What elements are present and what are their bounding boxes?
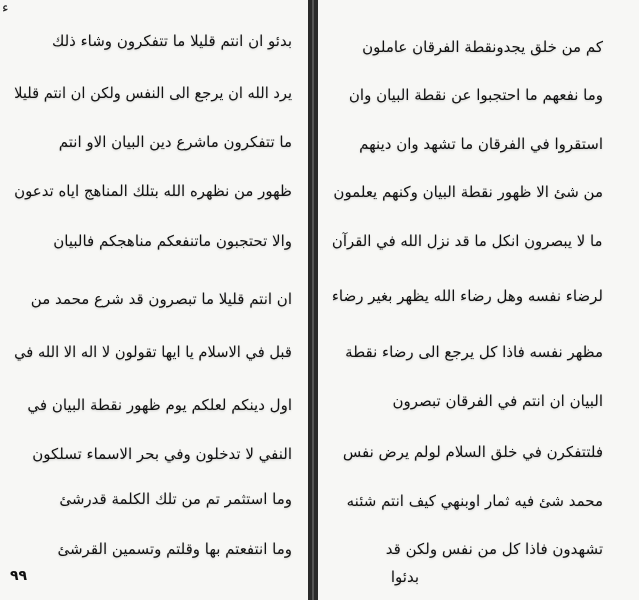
left-page [0, 0, 308, 600]
text-line: ظهور من نظهره الله بتلك المناهج اياه تدعون [14, 182, 292, 200]
text-line: لرضاء نفسه وهل رضاء الله يظهر بغير رضاء [331, 287, 603, 305]
text-line: وما انتفعتم بها وقلتم وتسمين القرشئ [57, 540, 292, 558]
text-line: يرد الله ان يرجع الى النفس ولكن ان انتم قليلا [14, 84, 292, 102]
text-line: وما استثمر تم من تلك الكلمة قدرشئ [59, 490, 292, 508]
text-line: مظهر نفسه فاذا كل يرجع الى رضاء نقطة [345, 343, 603, 361]
text-line: بدئوا [390, 568, 419, 586]
corner-mark: ء [2, 0, 9, 16]
page-number: ٩٩ [10, 568, 28, 584]
text-line: قبل في الاسلام يا ايها تقولون لا اله الا الله في [14, 343, 292, 361]
text-line: ان انتم قليلا ما تبصرون قد شرع محمد من [30, 290, 292, 308]
text-line: النفي لا تدخلون وفي بحر الاسماء تسلكون [32, 445, 292, 463]
text-line: محمد شئ فيه ثمار اوبنهي كيف انتم شئنه [346, 492, 603, 510]
text-line: استقروا في الفرقان ما تشهد وان دينهم [359, 135, 603, 153]
text-line: كم من خلق يجدونقطة الفرقان عاملون [362, 38, 603, 56]
right-page [318, 0, 639, 600]
text-line: والا تحتجبون ماتنفعكم مناهجكم فالبيان [53, 232, 292, 250]
text-line: ما تتفكرون ماشرع دين البيان الاو انتم [58, 133, 292, 151]
text-line: بدئو ان انتم قليلا ما تتفكرون وشاء ذلك [51, 32, 292, 50]
text-line: من شئ الا ظهور نقطة البيان وكنهم يعلمون [333, 183, 603, 201]
text-line: البيان ان انتم في الفرقان تبصرون [392, 392, 603, 410]
text-line: ما لا يبصرون انكل ما قد نزل الله في القرآن [332, 232, 603, 250]
text-line: فلتتفكرن في خلق السلام لولم يرض نفس [342, 443, 603, 461]
text-line: وما نفعهم ما احتجبوا عن نقطة البيان وان [348, 86, 603, 104]
book-gutter [308, 0, 318, 600]
text-line: تشهدون فاذا كل من نفس ولكن قد [385, 540, 603, 558]
text-line: اول دينكم لعلكم يوم ظهور نقطة البيان في [27, 396, 292, 414]
